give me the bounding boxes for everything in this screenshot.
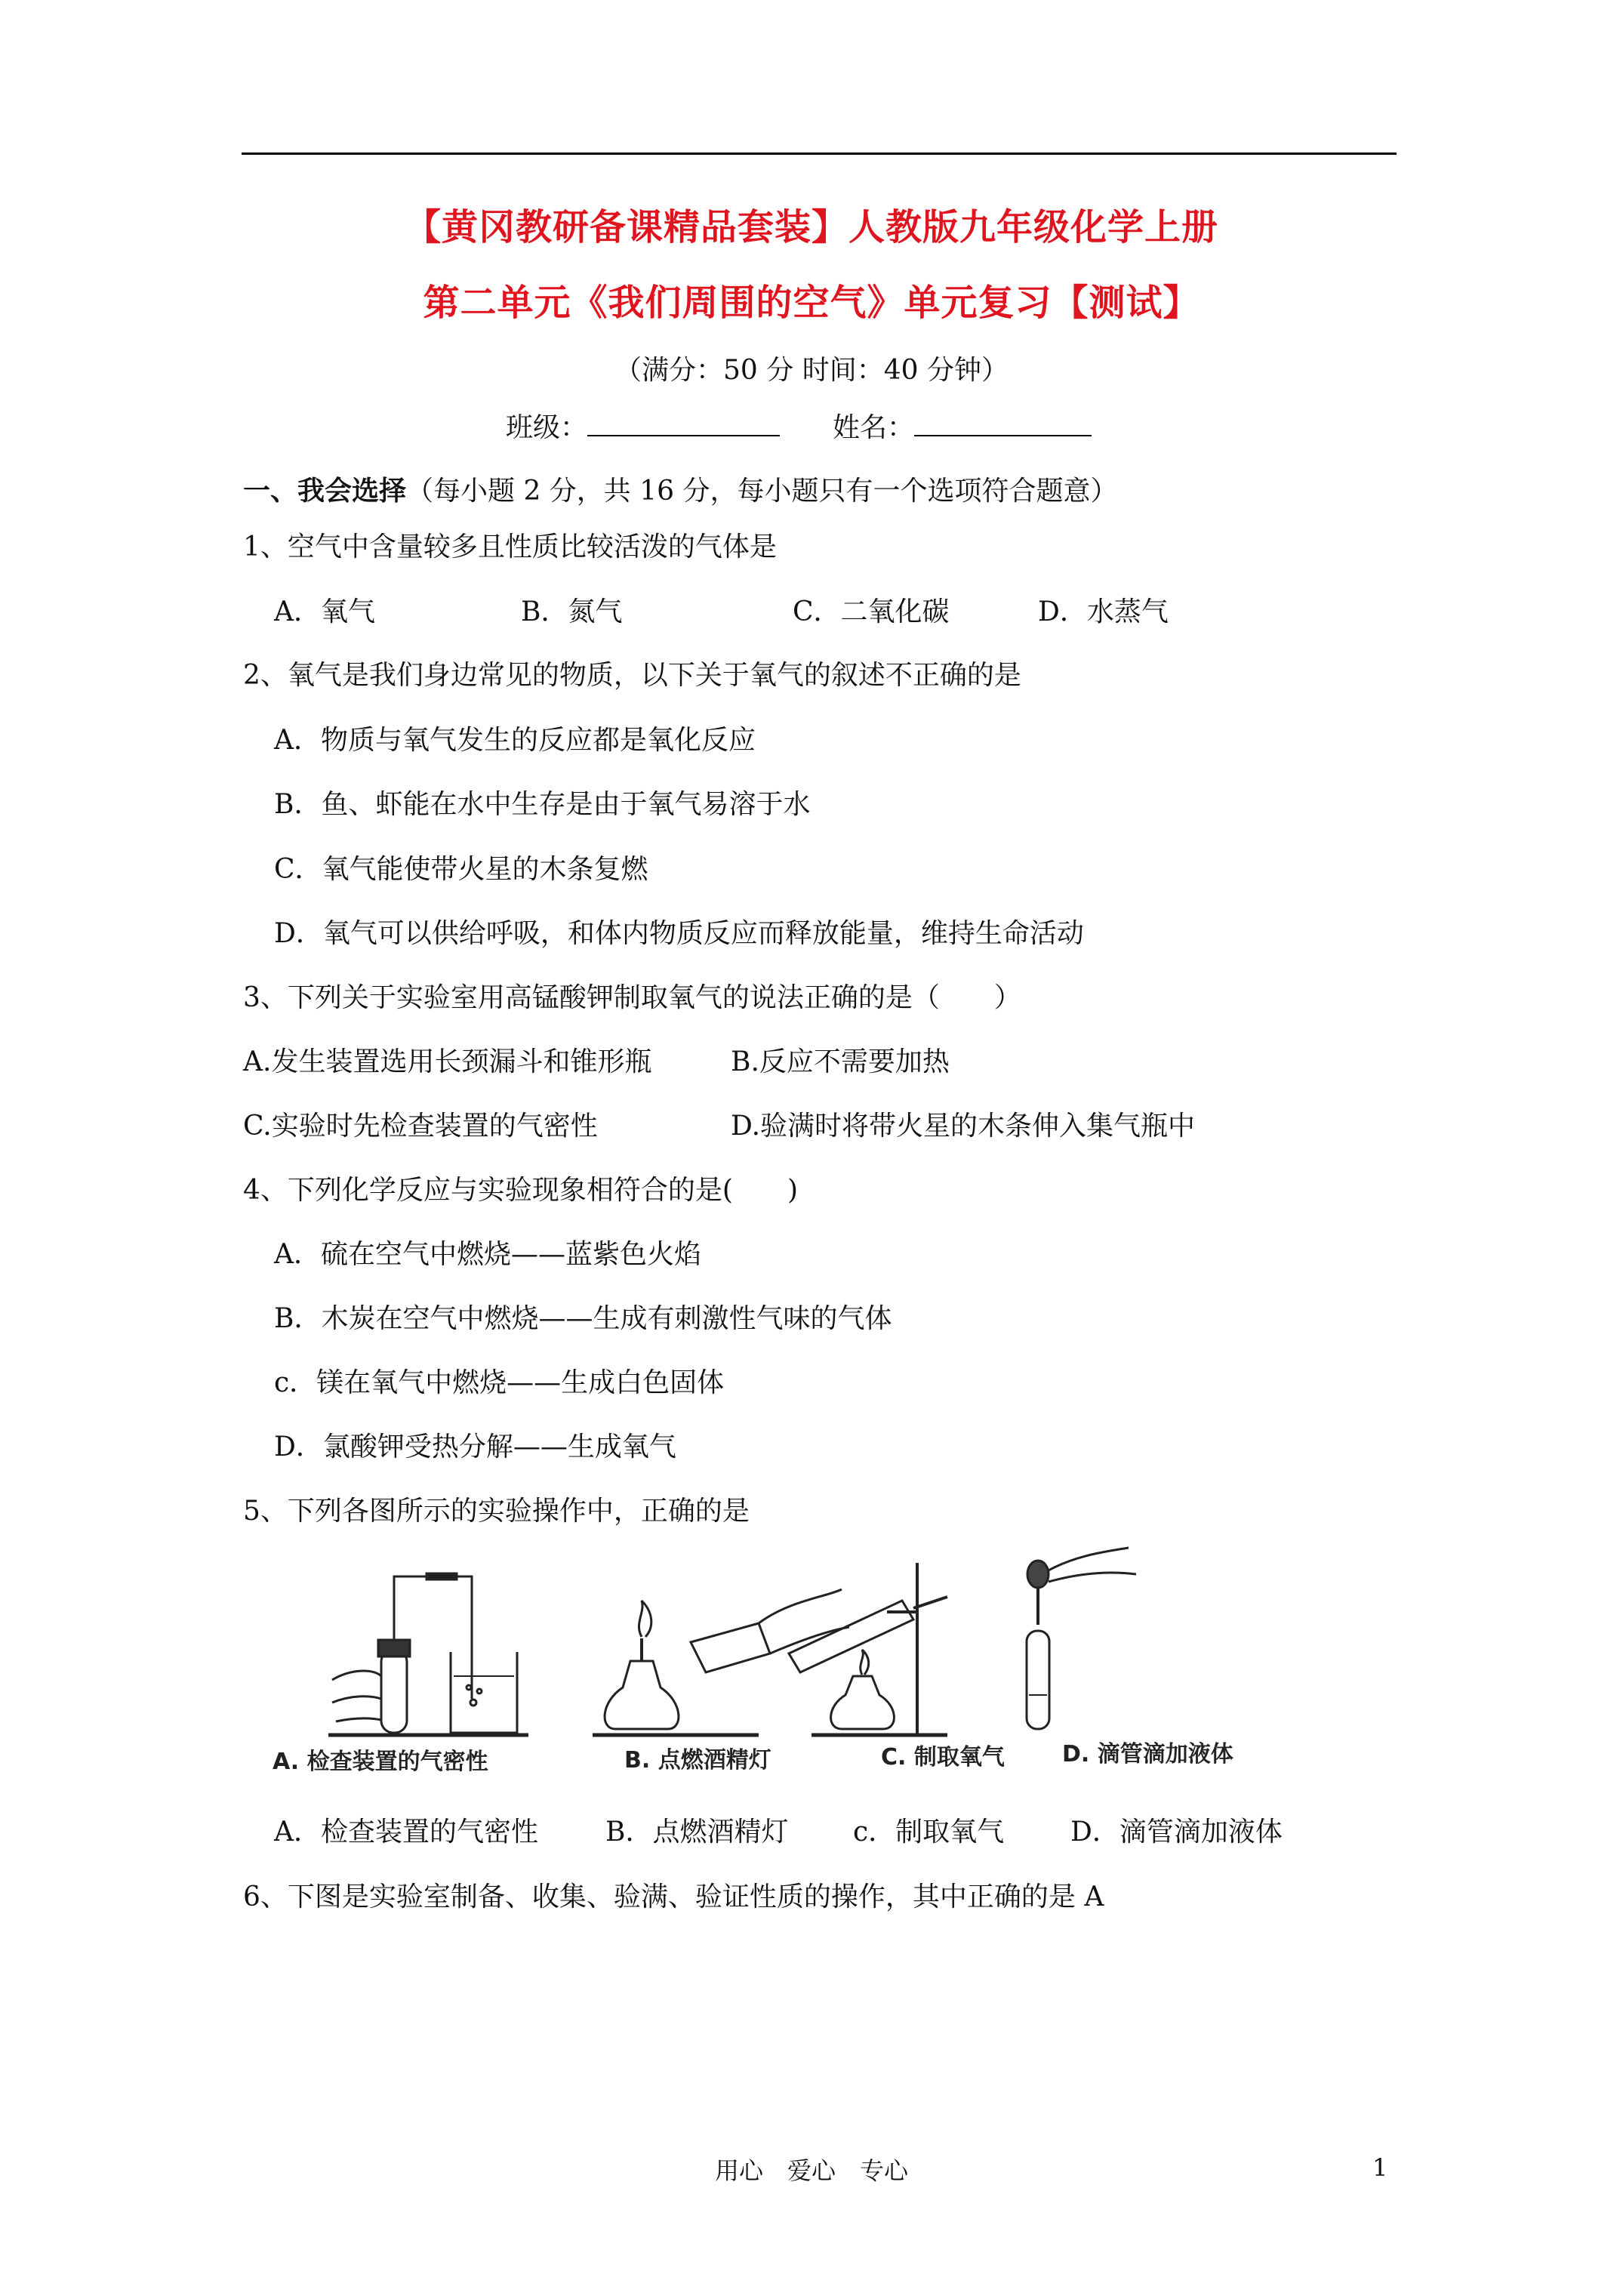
exam-info: （满分：50 分 时间：40 分钟） (614, 355, 1009, 386)
name-blank[interactable] (914, 408, 1092, 436)
fig-label-c: C. 制取氧气 (881, 1744, 1005, 1771)
q3-option-c: C.实验时先检查装置的气密性 (243, 1111, 598, 1142)
page-footer: 用心 爱心 专心 (714, 2156, 908, 2185)
fig-label-b: B. 点燃酒精灯 (624, 1747, 771, 1774)
q6-stem: 6、下图是实验室制备、收集、验满、验证性质的操作，其中正确的是 A (243, 1881, 1104, 1912)
q2-stem: 2、氧气是我们身边常见的物质，以下关于氧气的叙述不正确的是 (243, 660, 1021, 691)
fig-label-a: A. 检查装置的气密性 (273, 1749, 488, 1775)
q4-stem: 4、下列化学反应与实验现象相符合的是( ) (243, 1175, 798, 1206)
q3-options-row1 (0, 1040, 1623, 1077)
class-label: 班级： (506, 412, 588, 443)
student-fields (506, 406, 1092, 445)
q1-options (0, 590, 1623, 627)
q4-option-a: A．硫在空气中燃烧——蓝紫色火焰 (274, 1239, 701, 1270)
q5-option-b: B．点燃酒精灯 (605, 1817, 789, 1848)
q5-options (0, 1811, 1623, 1848)
tilted-lamp-b (691, 1623, 770, 1672)
test-tube-d (1027, 1631, 1049, 1729)
q3-option-a: A.发生装置选用长颈漏斗和锥形瓶 (243, 1046, 652, 1077)
hand-d (1049, 1548, 1136, 1582)
q3-options-row2 (0, 1105, 1623, 1142)
q5-figure (268, 1540, 1264, 1774)
hand-a (332, 1671, 381, 1721)
fig-label-d: D. 滴管滴加液体 (1062, 1741, 1233, 1767)
q2-option-d: D．氧气可以供给呼吸，和体内物质反应而释放能量，维持生命活动 (274, 918, 1084, 949)
title-line-1: 【黄冈教研备课精品套装】人教版九年级化学上册 (404, 206, 1218, 248)
q1-option-a: A．氧气 (274, 596, 375, 627)
q5-option-a: A．检查装置的气密性 (274, 1817, 538, 1848)
delivery-tube-a (394, 1576, 472, 1699)
q2-option-a: A．物质与氧气发生的反应都是氧化反应 (274, 725, 756, 756)
beaker-a (451, 1652, 517, 1733)
alcohol-lamp-c (831, 1676, 895, 1729)
header-rule (242, 153, 1397, 155)
q4-option-b: B．木炭在空气中燃烧——生成有刺激性气味的气体 (274, 1303, 892, 1334)
class-blank[interactable] (587, 408, 780, 436)
flame-b (639, 1601, 651, 1637)
dropper-bulb-d (1027, 1561, 1049, 1588)
section-title: 一、我会选择 (243, 475, 407, 507)
rubber-joint-a (427, 1573, 457, 1579)
q2-option-b: B．鱼、虾能在水中生存是由于氧气易溶于水 (274, 789, 811, 820)
title-line-2: 第二单元《我们周围的空气》单元复习【测试】 (423, 282, 1200, 324)
q1-option-b: B．氮气 (521, 596, 623, 627)
q1-option-d: D．水蒸气 (1038, 596, 1169, 627)
flame-c (861, 1650, 869, 1675)
q3-stem: 3、下列关于实验室用高锰酸钾制取氧气的说法正确的是（ ） (243, 982, 1021, 1013)
q1-stem: 1、空气中含量较多且性质比较活泼的气体是 (243, 532, 777, 562)
name-label: 姓名： (833, 412, 915, 443)
section-note: （每小题 2 分，共 16 分，每小题只有一个选项符合题意） (406, 476, 1118, 507)
stopper-a (378, 1640, 410, 1657)
q3-option-b: B.反应不需要加热 (731, 1046, 950, 1077)
hand-b (759, 1589, 849, 1653)
q5-option-c: c．制取氧气 (853, 1817, 1005, 1848)
alcohol-lamp-b (605, 1661, 679, 1729)
page-number: 1 (1372, 2153, 1388, 2182)
q3-option-d: D.验满时将带火星的木条伸入集气瓶中 (731, 1111, 1196, 1142)
q5-stem: 5、下列各图所示的实验操作中，正确的是 (243, 1496, 750, 1527)
test-tube-a (381, 1650, 407, 1733)
q4-option-d: D．氯酸钾受热分解——生成氧气 (274, 1432, 676, 1462)
q1-option-c: C．二氧化碳 (793, 596, 950, 627)
q4-option-c: c．镁在氧气中燃烧——生成白色固体 (274, 1367, 725, 1398)
section-heading (243, 470, 1118, 508)
q5-option-d: D．滴管滴加液体 (1070, 1817, 1283, 1848)
q2-option-c: C．氧气能使带火星的木条复燃 (274, 854, 648, 885)
